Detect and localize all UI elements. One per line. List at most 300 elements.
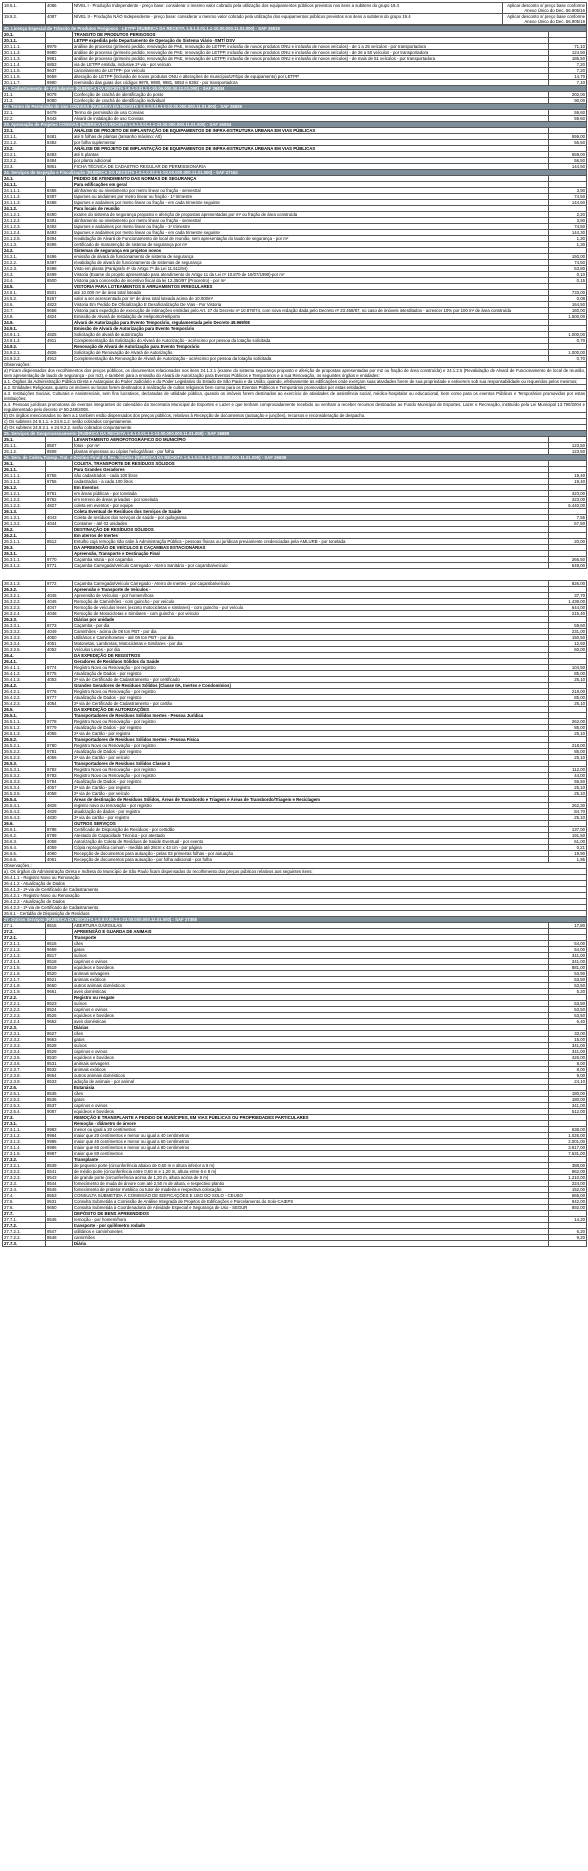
- item-description: Vistoria Em Pedido De Oficialização E Desoficialização De Vias - Por Vistoria: [73, 302, 549, 308]
- item-price: 144,50: [549, 164, 587, 170]
- revenue-code: 4052: [46, 647, 73, 653]
- item-price: 0,70: [549, 338, 587, 344]
- item-price: 262,00: [549, 719, 587, 725]
- item-price: 14,70: [549, 74, 587, 80]
- item-description: Registro Novo ou Renovação - por registro: [73, 689, 549, 695]
- item-code: 27.2.2.4.: [3, 1019, 46, 1025]
- item-price: 53,50: [549, 1007, 587, 1013]
- note-text: a.4. Pessoas jurídicas promotoras de eventos integrantes do calendário da Secretaria Municipal de Esportes e Lazer e que tenham comprovadamente recebido ou venham a receber recursos destinados ao Fundo Municipal de Esportes, Lazer e Recreação, instituído pela Lei Municipal 13.790/2004 e regulamentado pelo decreto nº 50.248/2008.: [4, 402, 586, 412]
- item-price: Aplicar desconto s/ preço base conforme Anexo Único do Dec. 56.905/16: [503, 14, 587, 25]
- item-description: DEPÓSITO DE BENS APREENDIDOS: [73, 1211, 549, 1217]
- item-description: utilitários e caminhonetes: [73, 1229, 549, 1235]
- item-price: 25,10: [549, 731, 587, 737]
- item-description: equídeos e bovídeos: [73, 1013, 549, 1019]
- item-description: Áreas de destinação de Resíduos Sólidos, Áreas de Transbordo e Triagem e Áreas de Transbordo/Triagem e Reciclagem: [73, 797, 549, 803]
- note-text: b) Os órgãos mencionados no item a.1 também estão dispensados dos preços públicos, relativos à Recepção de documentos (autuação e junções), recursos e reconsideração de despacho.: [3, 413, 587, 419]
- item-code: 27.2.3.9.: [3, 1079, 46, 1085]
- note-row: [3, 379, 587, 385]
- item-description: ABERTURA GÁRGULAS: [73, 923, 549, 929]
- note-text: a.2. Entidades Religiosas, quanto os imóveis ou locais forem destinados à realização de cultos religiosos bem como para os Eventos Públicos e Temporários promovidos por estas entidades;: [3, 385, 587, 391]
- note-text: a). Os órgãos da Administração Direta e Indireta do Município de São Paulo ficam dispensados do recolhimento dos preços públicos relativos aos seguintes itens:: [3, 869, 587, 875]
- revenue-code: 4045: [46, 593, 73, 599]
- revenue-code: 8533: [46, 1079, 73, 1085]
- item-code: 26.2.: [3, 527, 46, 533]
- item-description: TRANSITO DE PRODUTOS PERIGOSOS: [73, 32, 549, 38]
- revenue-code: 8527: [46, 1031, 73, 1037]
- revenue-code: 9659: [46, 74, 73, 80]
- item-price: 216,40: [549, 611, 587, 617]
- item-description: Caçamba Vazia - por caçamba: [73, 557, 549, 563]
- item-price: 123,50: [549, 443, 587, 449]
- note-text: 26.4.2.3 - 2ª via de Certificado de Cadastramento: [3, 905, 587, 911]
- item-description: Autorização de Coleta de Resíduos de Saúde Eventual - por evento: [73, 839, 549, 845]
- item-code: 27.2.1.: [3, 935, 46, 941]
- item-description: ANÁLISE DE PROJETO DE IMPLANTAÇÃO DE EQUIPAMENTOS DE INFRA-ESTRUTURA URBANA EM VIAS PÚBLICAS: [73, 128, 549, 134]
- item-description: animais exóticos: [73, 1067, 549, 1073]
- item-code: 27.2.5.4.: [3, 1109, 46, 1115]
- item-description: até 5 plantas: [73, 152, 549, 158]
- item-price: 1.500,00: [549, 314, 587, 320]
- item-description: de pequeno porte (circunferência abaixo de 0,60 m e altura inferior a 6 m): [73, 1163, 549, 1169]
- item-description: Atualização de Dados - por registro: [73, 749, 549, 755]
- revenue-code: 9981: [46, 56, 73, 62]
- item-code: 26.5.3.5.: [3, 791, 46, 797]
- item-code: 27.7.3.: [3, 1241, 46, 1247]
- item-description: registro novo ou renovação - por registro: [73, 803, 549, 809]
- section-title: 21. Cadastramento de Ambulantes (RUBRICA DA RECEITA 1.6.1.0.01.1.1-20.06.000.00.11.01.000) - SAF 26834: [3, 86, 587, 92]
- item-code: 23.2.2.: [3, 158, 46, 164]
- item-price: 341,00: [549, 953, 587, 959]
- revenue-code: 4087: [46, 14, 73, 25]
- table-row: [3, 563, 587, 569]
- item-description: gatos: [73, 1097, 549, 1103]
- item-price: 423,00: [549, 491, 587, 497]
- item-description: Veículos Leves - por dia: [73, 647, 549, 653]
- item-description: Para edificações em geral: [73, 182, 549, 188]
- item-code: 27.3.1.5.: [3, 1151, 46, 1157]
- item-code: 21.1.: [3, 92, 46, 98]
- item-code: 27.2.2.: [3, 995, 46, 1001]
- item-description: cães: [73, 1031, 549, 1037]
- item-description: LETPP expedida pelo Departamento de Operação do Sistema Viário -SMT/ DSV: [73, 38, 549, 44]
- item-price: 3.817,00: [549, 1145, 587, 1151]
- item-description: Remoção de veículos leves (exceto motocicletas e similares) - com guincho - por veículo: [73, 605, 549, 611]
- revenue-code: 4048: [46, 611, 73, 617]
- revenue-code: 9773: [46, 623, 73, 629]
- item-price: 3,90: [549, 188, 587, 194]
- item-code: 24.1.1.1.: [3, 188, 46, 194]
- item-description: equídeos e bovídeos: [73, 1055, 549, 1061]
- item-price: 152,00: [549, 1187, 587, 1193]
- item-price: 341,00: [549, 1049, 587, 1055]
- item-price: 2,20: [549, 212, 587, 218]
- item-code: 26.6.6.: [3, 857, 46, 863]
- item-code: 26.5.3.: [3, 761, 46, 767]
- item-code: 23.2.: [3, 146, 46, 152]
- revenue-code: 9531: [46, 1199, 73, 1205]
- item-price: 59,60: [549, 623, 587, 629]
- revenue-code: 9772: [46, 581, 73, 587]
- item-description: NÍVEL II - Produção NÃO Independente - preço base: considerar o mesmo valor cobrado pela utilização dos equipamentos públicos previstos nos itens a subitens do grupo 19.4: [73, 14, 503, 25]
- revenue-code: 9777: [46, 695, 73, 701]
- revenue-code: 9658: [46, 308, 73, 314]
- item-code: 27.2.3.3.: [3, 1043, 46, 1049]
- item-code: 26.3.3.3.: [3, 635, 46, 641]
- item-code: 24.9.2.2.: [3, 356, 46, 362]
- item-code: 26.6.4.: [3, 845, 46, 851]
- item-price: 137,00: [549, 827, 587, 833]
- revenue-code: 9784: [46, 779, 73, 785]
- item-description: Caminhões - acima de 08 ton PBT - por dia: [73, 629, 549, 635]
- revenue-code: 9756: [46, 479, 73, 485]
- item-price: 124,50: [549, 50, 587, 56]
- item-price: 559,00: [549, 134, 587, 140]
- item-code: 26.3.3.1.: [3, 623, 46, 629]
- item-code: 26.6.1.: [3, 827, 46, 833]
- revenue-code: 9985: [46, 1139, 73, 1145]
- item-price: 56,50: [549, 158, 587, 164]
- item-price: 53,50: [549, 977, 587, 983]
- item-description: por planta adicional: [73, 158, 549, 164]
- item-price: 180,00: [549, 1091, 587, 1097]
- item-description: por folha suplementar: [73, 140, 549, 146]
- item-code: 27.3.2.1.: [3, 1163, 46, 1169]
- item-description: em terreno de áreas privadas - por tonelada: [73, 497, 549, 503]
- item-code: 26.4.2.1.: [3, 689, 46, 695]
- item-description: até 10.000 m² de área total loteada: [73, 290, 549, 296]
- note-text: 26.4.1.1 - Registro Novo ou Renovação: [3, 875, 587, 881]
- revenue-code: 9986: [46, 1145, 73, 1151]
- note-text: Observações.:: [3, 863, 587, 869]
- section-title: 26. Serv. de Coleta,Transp.,Trat. e Destino Final de Res. Sólidos (RUBRICA DA RECEITA 1.6.1.0.01.1.1-07.00.000.000.11.01.000) - SAF 26839: [3, 455, 587, 461]
- revenue-code: 9781: [46, 749, 73, 755]
- item-code: 26.3.2.: [3, 587, 46, 593]
- item-price: 191,50: [549, 833, 587, 839]
- item-price: 84,70: [549, 809, 587, 815]
- revenue-code: 8545: [46, 1187, 73, 1193]
- item-price: 60,00: [549, 647, 587, 653]
- item-code: 27.3.2.2.: [3, 1169, 46, 1175]
- price-table-top: [2, 2, 587, 25]
- item-code: 26.2.1.1.: [3, 539, 46, 545]
- item-description: atualização de dados - por registro: [73, 809, 549, 815]
- section-title: 22. Termo de Permissão de Uso CONVIAS (RUBRICA DA RECEITA 1.6.1.0.01.1.1-22.00.000.000.11.01.000) - SAF 26929: [3, 104, 587, 110]
- item-price: 5,20: [549, 989, 587, 995]
- item-description: tapumes e andaimes por metro linear ou fração - em cada trimestre seguinte: [73, 230, 549, 236]
- item-code: 20.1.1.4.: [3, 62, 46, 68]
- item-code: 27.2.3.6.: [3, 1061, 46, 1067]
- item-code: 27.2.1.9.: [3, 989, 46, 995]
- item-price: 85,00: [549, 749, 587, 755]
- item-code: 26.1.3.2.: [3, 521, 46, 527]
- item-description: análise de processo (primeiro pedido, renovação de PAE, renovação de LETPP, inclusão de novos produtos ONU e inclusão de novos veículos) - de 26 a 50 veículos - por transportadora: [73, 50, 549, 56]
- revenue-code: 4054: [46, 701, 73, 707]
- revenue-code: 9637: [46, 68, 73, 74]
- item-description: Transporte: [73, 935, 549, 941]
- item-price: 56,50: [549, 140, 587, 146]
- revenue-code: 9776: [46, 689, 73, 695]
- page-gap: [2, 569, 586, 580]
- item-code: 26.3.2.3.: [3, 605, 46, 611]
- item-price: 53,50: [549, 983, 587, 989]
- item-code: 27.2.3.7.: [3, 1067, 46, 1073]
- item-price: 74,50: [549, 260, 587, 266]
- item-code: 27.2.1.5.: [3, 965, 46, 971]
- item-description: equídeos e bovídeos: [73, 965, 549, 971]
- item-price: 164,50: [549, 302, 587, 308]
- item-price: 71,10: [549, 44, 587, 50]
- item-code: 27.3.: [3, 1115, 46, 1121]
- item-price: 0,21: [549, 845, 587, 851]
- item-code: 27.2.1.7.: [3, 977, 46, 983]
- revenue-code: 4825: [46, 332, 73, 338]
- revenue-code: 8530: [46, 1055, 73, 1061]
- item-description: Solicitação de Renovação de Alvará de Autorização: [73, 350, 549, 356]
- revenue-code: 9479: [46, 110, 73, 116]
- revenue-code: 9079: [46, 92, 73, 98]
- item-code: 26.1.1.1.: [3, 473, 46, 479]
- revenue-code: 9783: [46, 773, 73, 779]
- item-code: 19.5.2.: [3, 14, 46, 25]
- item-code: 24.7.: [3, 308, 46, 314]
- item-description: Renovação de Alvará de Autorização para Evento Temporário: [73, 344, 549, 350]
- revenue-code: 8543: [46, 1175, 73, 1181]
- revenue-code: 4830: [46, 815, 73, 821]
- item-code: 26.3.2.1.: [3, 593, 46, 599]
- item-price: 1,95: [549, 857, 587, 863]
- item-price: 15,00: [549, 1037, 587, 1043]
- item-description: Registro Novo ou Renovação - por registro: [73, 767, 549, 773]
- item-code: 26.3.: [3, 545, 46, 551]
- item-price: 6,20: [549, 1229, 587, 1235]
- item-description: 2ª via de Certificado de Cadastramento - por certificado: [73, 677, 549, 683]
- item-description: até 5 folhas de plantas (tamanho máximo: A0): [73, 134, 549, 140]
- item-description: COLETA, TRANSPORTE DE RESÍDUOS SÓLIDOS: [73, 461, 549, 467]
- revenue-code: 8524: [46, 1007, 73, 1013]
- item-price: 862,00: [549, 1169, 587, 1175]
- revenue-code: 4058: [46, 791, 73, 797]
- item-description: DA EXPEDIÇÃO DE AUTORIZAÇÕES: [73, 707, 549, 713]
- item-price: 1.210,00: [549, 1175, 587, 1181]
- revenue-code: 8491: [46, 218, 73, 224]
- revenue-code: 8539: [46, 1163, 73, 1169]
- revenue-code: 8492: [46, 224, 73, 230]
- revenue-code: 9774: [46, 665, 73, 671]
- item-code: 27.2.: [3, 929, 46, 935]
- item-price: 56,50: [549, 779, 587, 785]
- table-row: [3, 308, 587, 314]
- revenue-code: 4912: [46, 356, 73, 362]
- item-price: 160,00: [549, 308, 587, 314]
- item-code: 26.5.1.2.: [3, 725, 46, 731]
- item-description: Coleta Eventual de Resíduos dos Serviços de Saúde: [73, 509, 549, 515]
- revenue-code: 9660: [46, 983, 73, 989]
- item-description: Consulta Submetida a Comissão de Análise Integrada de Projetos de Edificações e Parcelamento do Solo-CAIEPS: [73, 1199, 549, 1205]
- item-description: gatos: [73, 947, 549, 953]
- item-code: 26.3.3.5.: [3, 647, 46, 653]
- item-code: 26.1.1.: [3, 467, 46, 473]
- item-description: fornecimento de muda de árvore com até 2,50 m de altura, e respectivo plantio: [73, 1181, 549, 1187]
- item-price: 7,10: [549, 80, 587, 86]
- revenue-code: 8481: [46, 134, 73, 140]
- item-code: 23.1.: [3, 128, 46, 134]
- item-description: 2ª via de Cartão - por registro: [73, 785, 549, 791]
- note-row: [3, 402, 587, 413]
- item-description: 2ª via de Cartão - por veículo: [73, 755, 549, 761]
- revenue-code: 8547: [46, 1229, 73, 1235]
- item-code: 26.5.4.1.: [3, 803, 46, 809]
- item-code: 27.5.: [3, 1199, 46, 1205]
- item-description: Para locais de reunião: [73, 206, 549, 212]
- item-description: não cadastrados - cada 100 litros: [73, 473, 549, 479]
- item-code: 27.7.2.: [3, 1223, 46, 1229]
- item-description: animais selvagens: [73, 1061, 549, 1067]
- item-description: Transportadores de Resíduos Sólidos Inertes - Pessoa Jurídica: [73, 713, 549, 719]
- item-description: revalidação de Alvará de Funcionamento de local de reunião, sem apresentação do laudo de segurança - por m²: [73, 236, 549, 242]
- item-description: caprinos e ovinos: [73, 1007, 549, 1013]
- item-description: Complementação da Solicitação do Alvará de Autorização - acréscimo por pessoa da lotação solicitada: [73, 338, 549, 344]
- item-description: DA EXPEDIÇÃO DE REGISTROS: [73, 653, 549, 659]
- item-price: 19,90: [549, 851, 587, 857]
- item-description: FICHA TÉCNICA DE CADASTRO REGULAR DE PERMISSIONÁRIA: [73, 164, 549, 170]
- revenue-code: 9661: [46, 989, 73, 995]
- item-description: aves domésticas: [73, 989, 549, 995]
- item-price: 1,30: [549, 242, 587, 248]
- item-description: Entulho cuja remoção não cabe à Administração Pública - pessoas físicas ou jurídicas previamente credenciadas pela AMLURB - por tonelada: [73, 539, 549, 545]
- note-text: 26.4.1.2 - Atualização de Dados: [3, 881, 587, 887]
- item-description: análise de processo (primeiro pedido, renovação de PAE, renovação de LETPP, inclusão de novos produtos ONU e inclusão de novos veículos) - de mais de 51 veículos - por transportadora: [73, 56, 549, 62]
- item-code: 20.1.: [3, 32, 46, 38]
- item-code: 26.5.4.2.: [3, 809, 46, 815]
- item-code: 26.1.2.: [3, 485, 46, 491]
- revenue-code: 8484: [46, 158, 73, 164]
- item-code: 24.2.2.: [3, 260, 46, 266]
- revenue-code: 8486: [46, 188, 73, 194]
- revenue-code: 8519: [46, 965, 73, 971]
- item-price: 33,00: [549, 1031, 587, 1037]
- item-price: 266,50: [549, 557, 587, 563]
- item-description: cães: [73, 1091, 549, 1097]
- item-price: 426,00: [549, 1055, 587, 1061]
- item-code: 26.5.1.: [3, 713, 46, 719]
- item-description: Diárias: [73, 1025, 549, 1031]
- item-price: 1.000,00: [549, 332, 587, 338]
- item-description: tapumes e andaimes por metro linear ou fração - em cada trimestre seguinte: [73, 200, 549, 206]
- item-description: maior que 80 centímetros: [73, 1151, 549, 1157]
- item-code: 24.2.3.: [3, 266, 46, 272]
- item-code: 20.1.1.: [3, 38, 46, 44]
- section-title: 24. Serviços de Inspeção e Fiscalização (RUBRICA DA RECEITA 1.6.1.0.03.1.1-02.00.000.000.11.01.000) - SAF 27152: [3, 170, 587, 176]
- item-code: 22.2.: [3, 116, 46, 122]
- revenue-code: 9662: [46, 1019, 73, 1025]
- item-price: 218,00: [549, 743, 587, 749]
- item-code: 27.2.1.4.: [3, 959, 46, 965]
- item-description: Vistoria para concessão de incentivo fiscal da lei 12.350/97 (Procentro) - por m²: [73, 278, 549, 284]
- revenue-code: 4044: [46, 521, 73, 527]
- item-price: 25,10: [549, 785, 587, 791]
- item-price: 24,10: [549, 1079, 587, 1085]
- item-code: 23.1.2.: [3, 140, 46, 146]
- revenue-code: 4053: [46, 677, 73, 683]
- item-price: 231,00: [549, 629, 587, 635]
- item-code: 27.3.3.: [3, 1181, 46, 1187]
- item-price: 224,00: [549, 1181, 587, 1187]
- item-description: Consulta Submetida à Coordenadoria de Atividade Especial e Segurança de Uso - SEGUR: [73, 1205, 549, 1211]
- item-code: 24.8.: [3, 314, 46, 320]
- item-description: Caçamba - por dia: [73, 623, 549, 629]
- item-description: caminhões: [73, 1235, 549, 1241]
- item-price: 341,00: [549, 1043, 587, 1049]
- item-code: 24.5.2.: [3, 296, 46, 302]
- item-price: 826,00: [549, 581, 587, 587]
- item-code: 27.3.1.3.: [3, 1139, 46, 1145]
- item-description: Remoção - diâmetro de árvore: [73, 1121, 549, 1127]
- item-code: 26.5.1.1.: [3, 719, 46, 725]
- item-price: 6,40: [549, 1019, 587, 1025]
- item-code: 26.4.1.2.: [3, 671, 46, 677]
- revenue-code: 9664: [46, 1073, 73, 1079]
- item-price: 892,00: [549, 1205, 587, 1211]
- item-price: 144,50: [549, 200, 587, 206]
- item-code: 26.5.: [3, 707, 46, 713]
- item-code: 24.9.2.: [3, 344, 46, 350]
- revenue-code: 6853: [46, 62, 73, 68]
- item-price: 0,15: [549, 278, 587, 284]
- revenue-code: 4086: [46, 3, 73, 14]
- revenue-code: 8536: [46, 1097, 73, 1103]
- item-description: adoção de animais - por animal: [73, 1079, 549, 1085]
- item-price: 1.026,00: [549, 1133, 587, 1139]
- item-price: 150,50: [549, 635, 587, 641]
- section-title: 20. Licença Especial de Trânsito de Produtos Perigosos - LETPP (RUBRICA DA RECEITA 1.6.1.0.01.1.1-10.00.000.11.01.000) - SAF 26919: [3, 26, 587, 32]
- item-price: 19,40: [549, 473, 587, 479]
- note-text: a.3. Instituições Sociais, Culturais e Assistenciais, sem fins lucrativos, declaradas de utilidade pública, quando os imóveis forem destinados ao exercício de atividades de assistência social, médico-hospitalar ou educacional, bem como para os eventos Públicos e Temporários promovidos por estas instituições;: [4, 391, 586, 401]
- section-title: 27. Outros Serviços (RUBRICA DA RECEITA 1.6.9.0.99.1.1-23.00.000.000.11.01.000) - SAF 27358: [3, 917, 587, 923]
- item-code: 27.6.: [3, 1205, 46, 1211]
- item-description: Atestado de Capacidade Técnica - por atestado: [73, 833, 549, 839]
- revenue-code: 9267: [46, 296, 73, 302]
- item-description: remoção - por homem/hora: [73, 1217, 549, 1223]
- item-code: 24.2.: [3, 248, 46, 254]
- item-code: 27.2.1.3.: [3, 953, 46, 959]
- item-price: 423,00: [549, 497, 587, 503]
- item-description: Registro Novo ou Renovação - por registro: [73, 665, 549, 671]
- item-description: LEVANTAMENTO AEROFOTOGRÁFICO DO MUNICÍPIO: [73, 437, 549, 443]
- item-description: 2ª via de cartão - por registro: [73, 815, 549, 821]
- item-description: Confecção de crachá de identificação individual: [73, 98, 549, 104]
- revenue-code: 8512: [46, 539, 73, 545]
- item-price: 186,50: [549, 56, 587, 62]
- item-price: 180,00: [549, 1097, 587, 1103]
- revenue-code: 9990: [46, 80, 73, 86]
- item-price: 7,20: [549, 62, 587, 68]
- item-description: certificado de manutenção de sistema de segurança por m²: [73, 242, 549, 248]
- item-description: 2ª via de Cartão - por veículo: [73, 791, 549, 797]
- item-code: 24.9.: [3, 320, 46, 326]
- table-row: [3, 14, 587, 25]
- item-description: cancelamento de LETPP- por veículo: [73, 68, 549, 74]
- revenue-code: 4059: [46, 845, 73, 851]
- item-code: 26.4.1.: [3, 659, 46, 665]
- item-price: 63,80: [549, 266, 587, 272]
- item-description: Remoção de Motocicletas e Similares - com guincho - por veículo: [73, 611, 549, 617]
- item-code: 24.1.2.4.: [3, 230, 46, 236]
- item-description: Transportadores de Resíduos Sólidos Classe 2: [73, 761, 549, 767]
- item-description: Alvará de Autorização para Evento Temporário, regulamentada pelo Decreto 49.969/08: [73, 320, 549, 326]
- item-code: 20.1.1.5.: [3, 68, 46, 74]
- item-code: 27.3.1.2.: [3, 1133, 46, 1139]
- revenue-code: 8495: [46, 242, 73, 248]
